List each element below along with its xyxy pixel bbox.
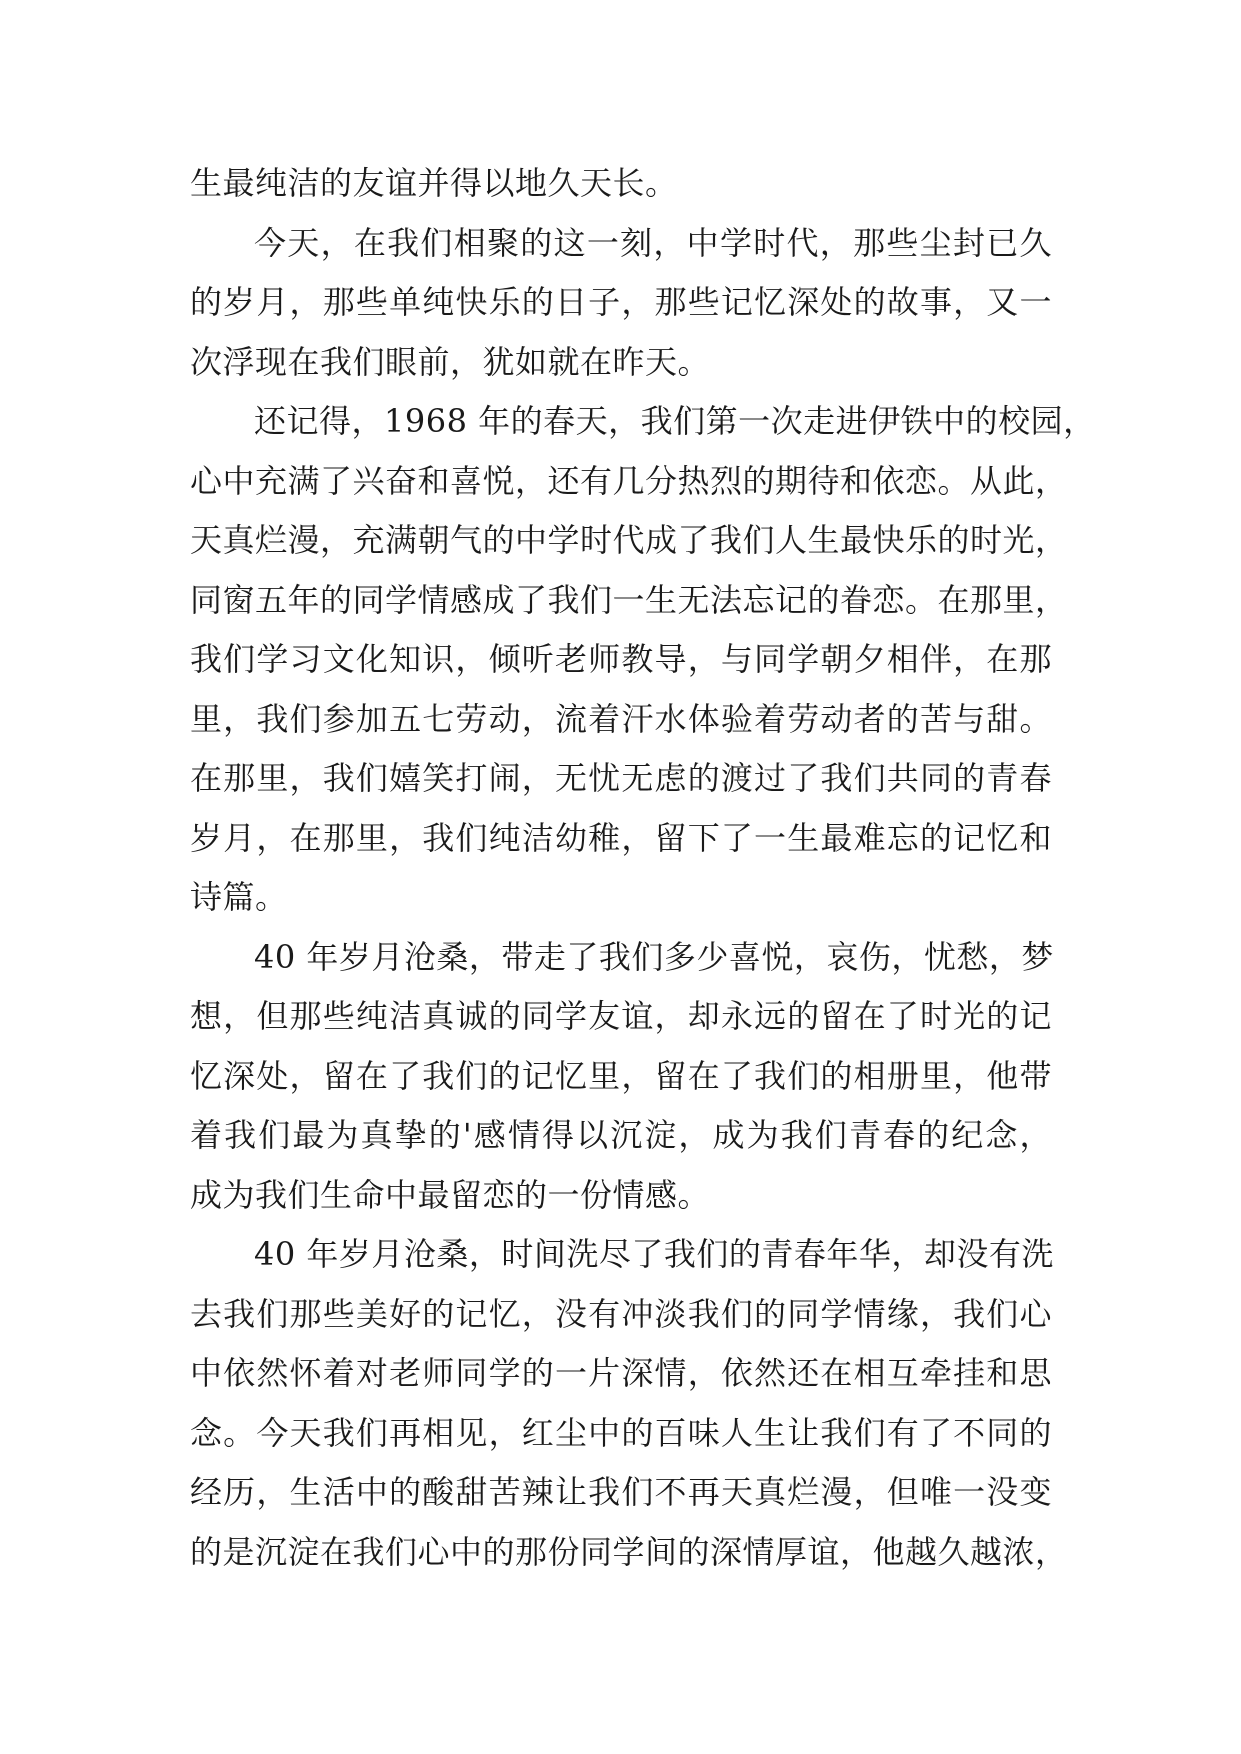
text-line: 在那里，我们嬉笑打闹，无忧无虑的渡过了我们共同的青春 bbox=[190, 759, 1052, 797]
text-line: 的是沉淀在我们心中的那份同学间的深情厚谊，他越久越浓， bbox=[190, 1532, 1068, 1571]
text-line: 的岁月，那些单纯快乐的日子，那些记忆深处的故事，又一 bbox=[190, 283, 1052, 321]
paragraph-first-line: 今天，在我们相聚的这一刻，中学时代，那些尘封已久 bbox=[254, 223, 1052, 262]
text-line: 岁月，在那里，我们纯洁幼稚，留下了一生最难忘的记忆和 bbox=[190, 818, 1052, 857]
text-line: 同窗五年的同学情感成了我们一生无法忘记的眷恋。在那里， bbox=[190, 580, 1068, 619]
text-line: 经历，生活中的酸甜苦辣让我们不再天真烂漫，但唯一没变 bbox=[190, 1473, 1052, 1511]
paragraph-first-line: 40 年岁月沧桑，时间洗尽了我们的青春年华，却没有洗 bbox=[254, 1235, 1054, 1273]
paragraph-first-line: 40 年岁月沧桑，带走了我们多少喜悦，哀伤，忧愁，梦 bbox=[254, 937, 1054, 976]
text-line: 天真烂漫，充满朝气的中学时代成了我们人生最快乐的时光， bbox=[190, 521, 1068, 559]
paragraph-first-line: 还记得，1968 年的春天，我们第一次走进伊铁中的校园， bbox=[254, 402, 1096, 440]
text-line: 念。今天我们再相见，红尘中的百味人生让我们有了不同的 bbox=[190, 1413, 1052, 1452]
text-line: 忆深处，留在了我们的记忆里，留在了我们的相册里，他带 bbox=[190, 1056, 1052, 1095]
text-line: 去我们那些美好的记忆，没有冲淡我们的同学情缘，我们心 bbox=[190, 1294, 1052, 1333]
text-line: 着我们最为真挚的'感情得以沉淀，成为我们青春的纪念， bbox=[190, 1116, 1052, 1154]
text-line: 次浮现在我们眼前，犹如就在昨天。 bbox=[190, 342, 711, 381]
body-text bbox=[190, 154, 1096, 1582]
text-line: 诗篇。 bbox=[190, 878, 288, 916]
text-line: 成为我们生命中最留恋的一份情感。 bbox=[190, 1175, 711, 1214]
text-line: 中依然怀着对老师同学的一片深情，依然还在相互牵挂和思 bbox=[190, 1354, 1052, 1392]
text-line: 心中充满了兴奋和喜悦，还有几分热烈的期待和依恋。从此， bbox=[190, 461, 1068, 500]
text-line: 我们学习文化知识，倾听老师教导，与同学朝夕相伴，在那 bbox=[190, 640, 1052, 678]
text-line: 里，我们参加五七劳动，流着汗水体验着劳动者的苦与甜。 bbox=[190, 699, 1052, 738]
text-line: 想，但那些纯洁真诚的同学友谊，却永远的留在了时光的记 bbox=[190, 997, 1052, 1035]
text-line: 生最纯洁的友谊并得以地久天长。 bbox=[190, 164, 678, 202]
